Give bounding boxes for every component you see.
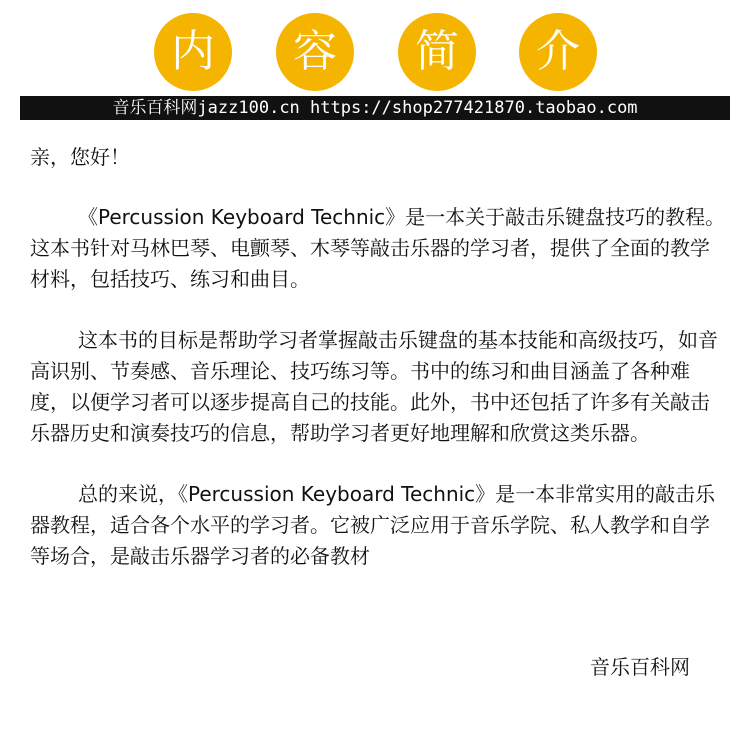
paragraph: 这本书的目标是帮助学习者掌握敲击乐键盘的基本技能和高级技巧，如音高识别、节奏感、音乐理论、技巧练习等。书中的练习和曲目涵盖了各种难度，以便学习者可以逐步提高自己的技能。此外，书中还包括了许多有关敲击乐器历史和演奏技巧的信息，帮助学习者更好地理解和欣赏这类乐器。 [30, 328, 718, 445]
paragraph: 总的来说，《Percussion Keyboard Technic》是一本非常实用的敲击乐器教程，适合各个水平的学习者。它被广泛应用于音乐学院、私人教学和自学等场合，是敲击乐器学习者的必备教材 [30, 482, 716, 568]
shop-banner: 音乐百科网jazz100.cn https://shop277421870.taobao.com [20, 96, 730, 120]
title-char-circle: 介 [519, 13, 597, 91]
title-char-circle: 容 [276, 13, 354, 91]
greeting: 亲，您好！ [30, 145, 130, 169]
title-header [0, 13, 750, 91]
title-char-circle: 内 [154, 13, 232, 91]
paragraph: 《Percussion Keyboard Technic》是一本关于敲击乐键盘技巧的教程。这本书针对马林巴琴、电颤琴、木琴等敲击乐器的学习者，提供了全面的教学材料，包括技巧、练习和曲目。 [30, 205, 726, 291]
description-body [30, 142, 726, 602]
signature: 音乐百科网 [590, 655, 690, 679]
title-char-circle: 简 [398, 13, 476, 91]
